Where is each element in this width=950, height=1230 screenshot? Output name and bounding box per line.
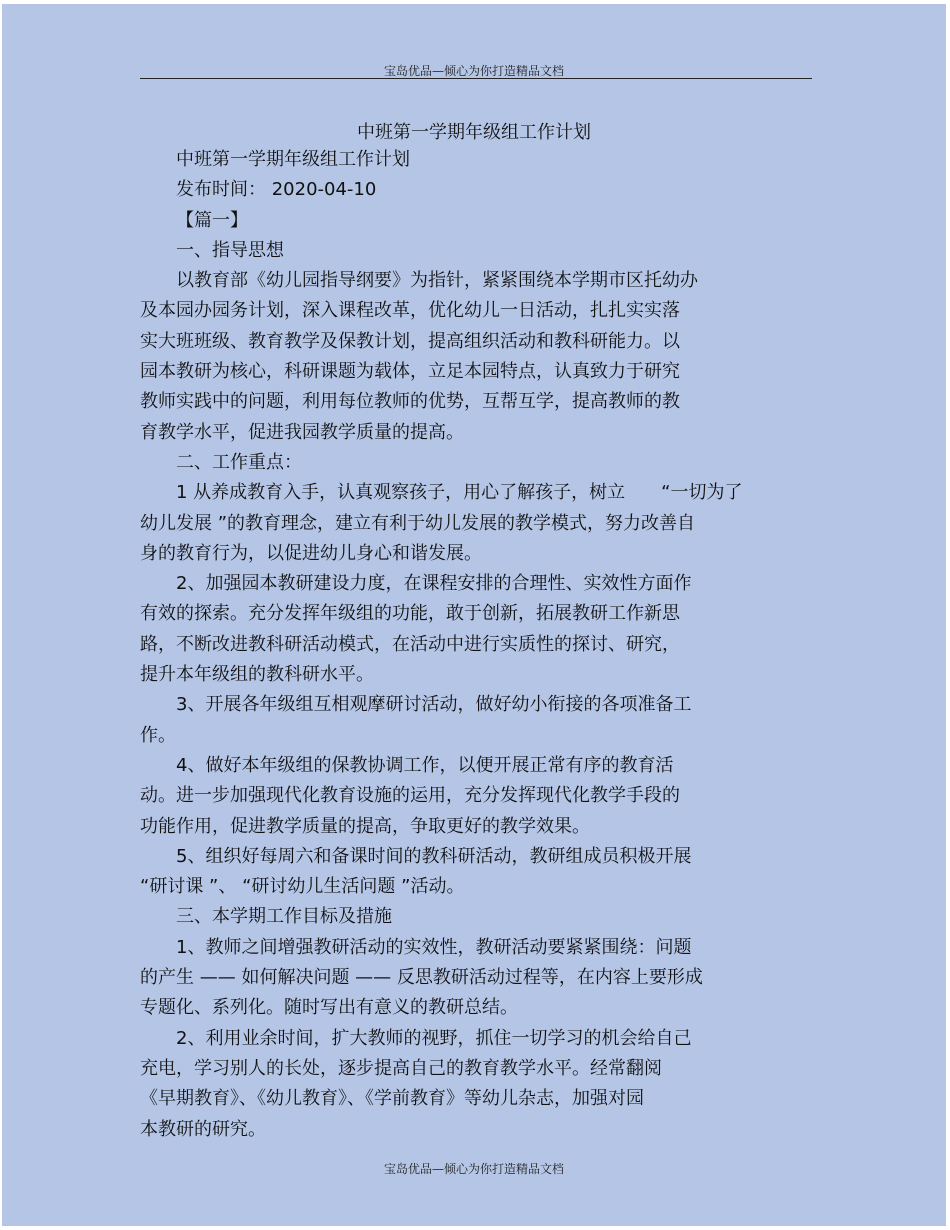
text-line: 的产生 —— 如何解决问题 —— 反思教研活动过程等，在内容上要形成 xyxy=(140,967,703,989)
text-line: 动。进一步加强现代化教育设施的运用，充分发挥现代化教学手段的 xyxy=(140,785,680,807)
document-title: 中班第一学期年级组工作计划 xyxy=(357,122,591,143)
text-line: 园本教研为核心，科研课题为载体，立足本园特点，认真致力于研究 xyxy=(140,361,680,383)
page-header: 宝岛优品—倾心为你打造精品文档 xyxy=(383,64,564,78)
text-line: 二、工作重点： xyxy=(176,451,302,473)
text-line: 提升本年级组的教科研水平。 xyxy=(140,664,374,686)
text-line: 身的教育行为，以促进幼儿身心和谐发展。 xyxy=(140,542,482,564)
document-body xyxy=(140,145,810,1145)
text-line: 充电，学习别人的长处，逐步提高自己的教育教学水平。经常翻阅 xyxy=(140,1057,662,1079)
text-line: 2、加强园本教研建设力度，在课程安排的合理性、实效性方面作 xyxy=(176,573,692,595)
text-line: 1 从养成教育入手，认真观察孩子，用心了解孩子，树立 “一切为了 xyxy=(176,482,743,504)
text-line: 1、教师之间增强教研活动的实效性，教研活动要紧紧围绕：问题 xyxy=(176,936,692,958)
text-line: 2、利用业余时间，扩大教师的视野，抓住一切学习的机会给自己 xyxy=(176,1027,692,1049)
text-line: 5、组织好每周六和备课时间的教科研活动，教研组成员积极开展 xyxy=(176,845,692,867)
text-line: 及本园办园务计划，深入课程改革，优化幼儿一日活动，扎扎实实落 xyxy=(140,300,680,322)
text-line: 教师实践中的问题，利用每位教师的优势，互帮互学，提高教师的教 xyxy=(140,391,680,413)
text-line: 功能作用，促进教学质量的提高，争取更好的教学效果。 xyxy=(140,815,590,837)
text-line: 路，不断改进教科研活动模式，在活动中进行实质性的探讨、研究， xyxy=(140,633,680,655)
text-line: “研讨课 ”、 “研讨幼儿生活问题 ”活动。 xyxy=(140,876,465,898)
text-line: 三、本学期工作目标及措施 xyxy=(176,906,392,928)
text-line: 育教学水平，促进我园教学质量的提高。 xyxy=(140,421,464,443)
text-line: 专题化、系列化。随时写出有意义的教研总结。 xyxy=(140,997,518,1019)
text-line: 4、做好本年级组的保教协调工作，以便开展正常有序的教育活 xyxy=(176,754,674,776)
text-line: 《早期教育》、《幼儿教育》、《学前教育》等幼儿杂志，加强对园 xyxy=(140,1088,644,1110)
page-footer: 宝岛优品—倾心为你打造精品文档 xyxy=(383,1162,564,1176)
text-line: 作。 xyxy=(140,724,176,746)
header-divider xyxy=(140,78,812,79)
text-line: 幼儿发展 ”的教育理念，建立有利于幼儿发展的教学模式，努力改善自 xyxy=(140,512,696,534)
document-page xyxy=(2,4,946,1226)
text-line: 一、指导思想 xyxy=(176,239,284,261)
text-line: 有效的探索。充分发挥年级组的功能，敢于创新，拓展教研工作新思 xyxy=(140,603,680,625)
text-line: 【篇一】 xyxy=(176,209,248,231)
text-line: 以教育部《幼儿园指导纲要》为指针，紧紧围绕本学期市区托幼办 xyxy=(176,270,698,292)
text-line: 发布时间： 2020-04-10 xyxy=(176,179,377,201)
text-line: 本教研的研究。 xyxy=(140,1118,266,1140)
text-line: 3、开展各年级组互相观摩研讨活动，做好幼小衔接的各项准备工 xyxy=(176,694,692,716)
text-line: 中班第一学期年级组工作计划 xyxy=(176,149,410,170)
text-line: 实大班班级、教育教学及保教计划，提高组织活动和教科研能力。以 xyxy=(140,330,680,352)
